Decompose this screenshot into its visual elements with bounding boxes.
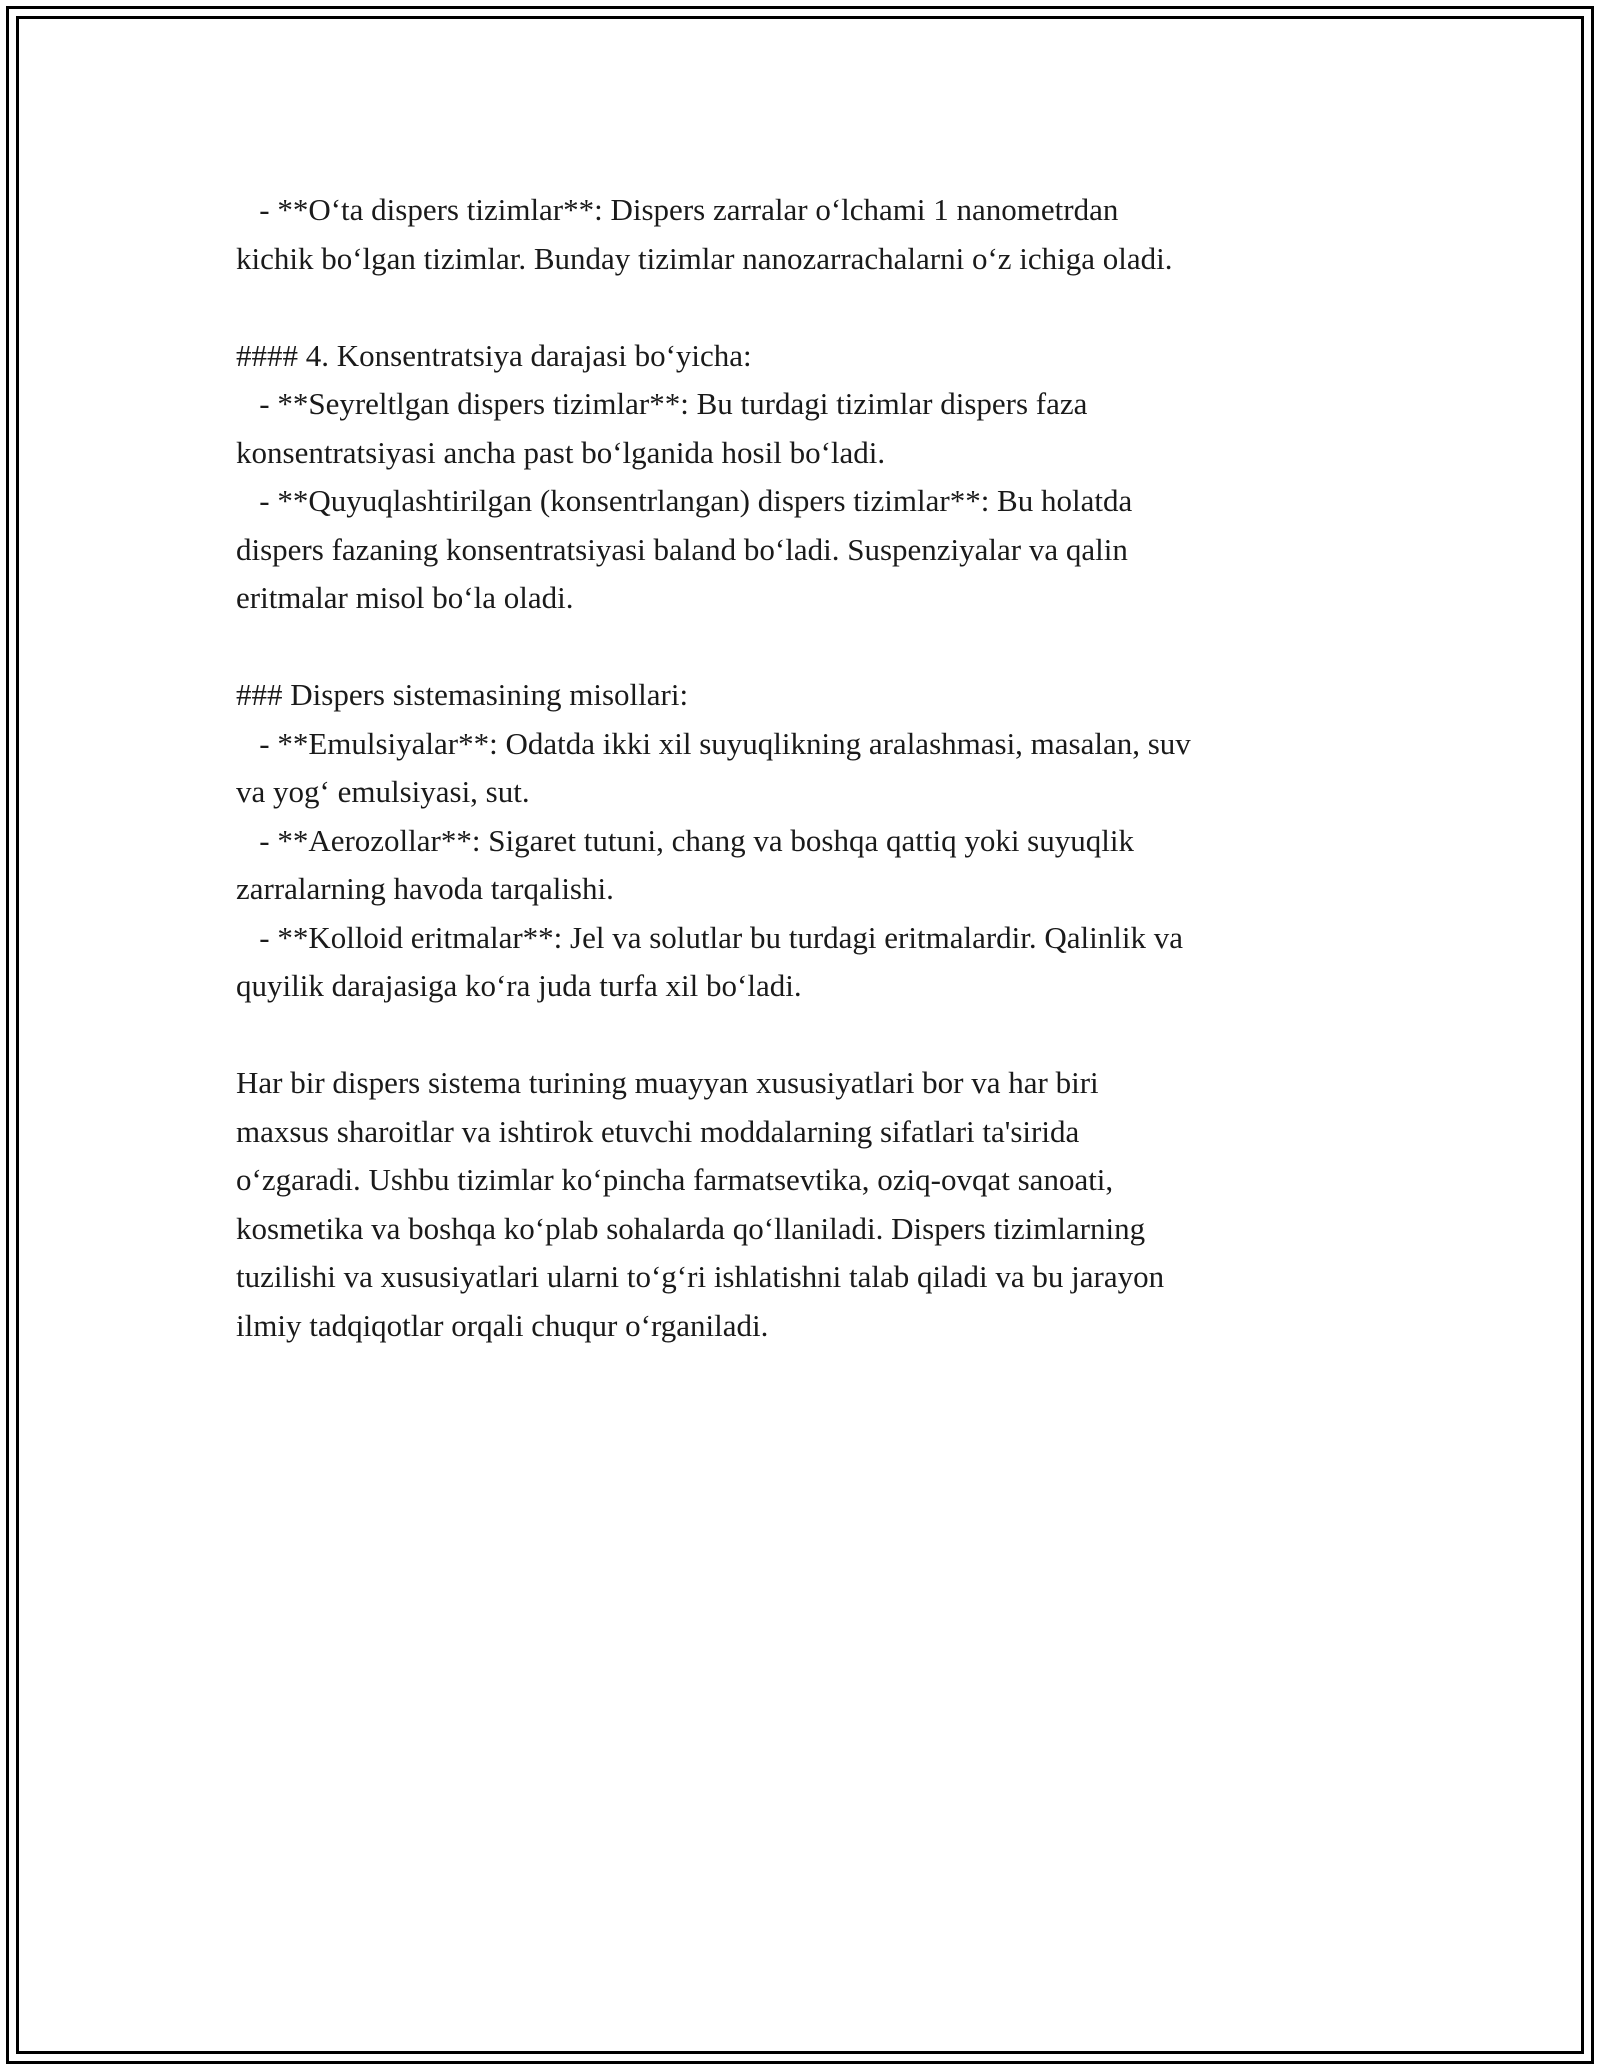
text-line: - **O‘ta dispers tizimlar**: Dispers zarralar o‘lchami 1 nanometrdan bbox=[236, 192, 1119, 227]
text-line: konsentratsiyasi ancha past bo‘lganida hosil bo‘ladi. bbox=[236, 434, 886, 470]
paragraph-line: tuzilishi va xususiyatlari ularni to‘g‘ri ishlatishni talab qiladi va bu jarayon bbox=[236, 1259, 1165, 1294]
blank-line bbox=[236, 283, 1386, 332]
section-heading: ### Dispers sistemasining misollari: bbox=[236, 677, 689, 712]
text-line: zarralarning havoda tarqalishi. bbox=[236, 871, 614, 906]
paragraph-line: o‘zgaradi. Ushbu tizimlar ko‘pincha farmatsevtika, oziq-ovqat sanoati, bbox=[236, 1162, 1114, 1197]
document-body bbox=[236, 186, 1386, 1350]
text-line: kichik bo‘lgan tizimlar. Bunday tizimlar nanozarrachalarni o‘z ichiga oladi. bbox=[236, 240, 1173, 276]
text-line: quyilik darajasiga ko‘ra juda turfa xil bo‘ladi. bbox=[236, 968, 802, 1003]
blank-line bbox=[236, 1011, 1386, 1060]
text-line: - **Emulsiyalar**: Odatda ikki xil suyuqlikning aralashmasi, masalan, suv bbox=[236, 725, 1191, 761]
text-line: va yog‘ emulsiyasi, sut. bbox=[236, 774, 530, 809]
paragraph-line: kosmetika va boshqa ko‘plab sohalarda qo‘llaniladi. Dispers tizimlarning bbox=[236, 1210, 1146, 1246]
text-line: - **Seyreltlgan dispers tizimlar**: Bu turdagi tizimlar dispers faza bbox=[236, 386, 1088, 421]
blank-line bbox=[236, 623, 1386, 672]
paragraph-line: Har bir dispers sistema turining muayyan xususiyatlari bor va har biri bbox=[236, 1065, 1099, 1100]
text-line: eritmalar misol bo‘la oladi. bbox=[236, 580, 574, 615]
text-line: dispers fazaning konsentratsiyasi baland bo‘ladi. Suspenziyalar va qalin bbox=[236, 531, 1128, 567]
section-heading: #### 4. Konsentratsiya darajasi bo‘yicha: bbox=[236, 337, 752, 373]
text-line: - **Kolloid eritmalar**: Jel va solutlar bu turdagi eritmalardir. Qalinlik va bbox=[236, 919, 1183, 955]
text-line: - **Aerozollar**: Sigaret tutuni, chang va boshqa qattiq yoki suyuqlik bbox=[236, 822, 1134, 858]
paragraph-line: maxsus sharoitlar va ishtirok etuvchi moddalarning sifatlari ta'sirida bbox=[236, 1113, 1080, 1149]
paragraph-line: ilmiy tadqiqotlar orqali chuqur o‘rganiladi. bbox=[236, 1307, 769, 1343]
text-line: - **Quyuqlashtirilgan (konsentrlangan) dispers tizimlar**: Bu holatda bbox=[236, 483, 1133, 518]
